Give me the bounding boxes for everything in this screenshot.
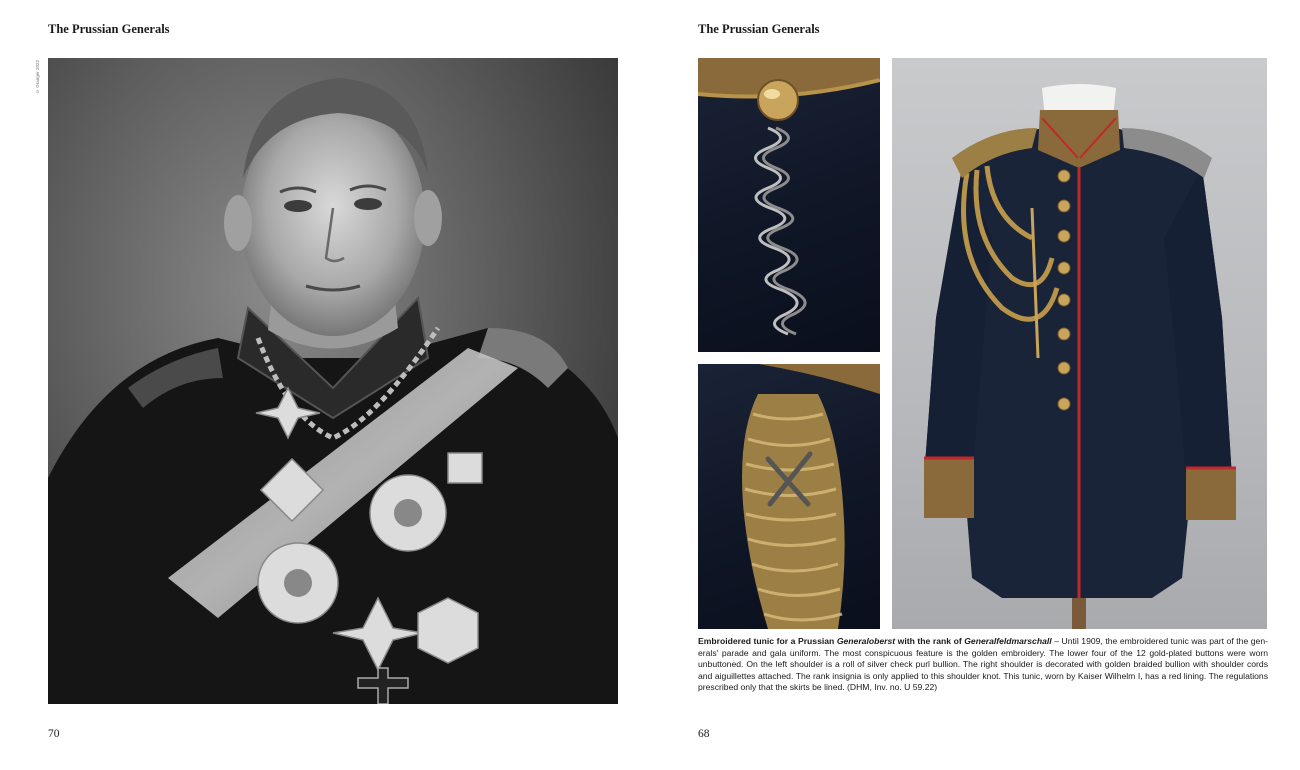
tunic-illustration [892,58,1267,629]
caption-rank-1: Generaloberst [836,636,896,646]
general-portrait-photo [48,58,618,704]
left-page-number: 70 [48,728,60,740]
caption-lead-1: Embroidered tunic for a Prussian [698,636,837,646]
silver-bullion-illustration [698,58,880,352]
right-page-number: 68 [698,728,710,740]
gold-braided-shoulder-knot-photo [698,364,880,629]
right-running-head: The Prussian Generals [698,22,820,36]
tunic-caption [698,636,1268,694]
shoulder-knot-illustration [698,364,880,629]
embroidered-tunic-photo [892,58,1267,629]
silver-bullion-shoulder-photo [698,58,880,352]
caption-rank-2: Generalfeldmarschall [964,636,1052,646]
portrait-illustration [48,58,618,704]
caption-lead-2: with the rank of [895,636,965,646]
left-running-head: The Prussian Generals [48,22,170,36]
photo-credit: © Granger 2022 [35,60,40,95]
caption-body: – Until 1909, the embroidered tunic was part of the generals' parade and gala uniform. The most conspicuous feature is the golden embroidery. The lower four of the 12 gold-plated buttons were worn unbuttoned. On the left shoulder is a roll of silver check purl bullion. The right shoulder is decorated with golden braided bullion with shoulder cords and aiguillettes attached. The rank insignia is only applied to this shoulder knot. This tunic, worn by Kaiser Wilhelm I, has a red lining. The regulations prescribed only that the skirts be lined. (DHM, Inv. no. U 59.22) [698,636,1268,693]
